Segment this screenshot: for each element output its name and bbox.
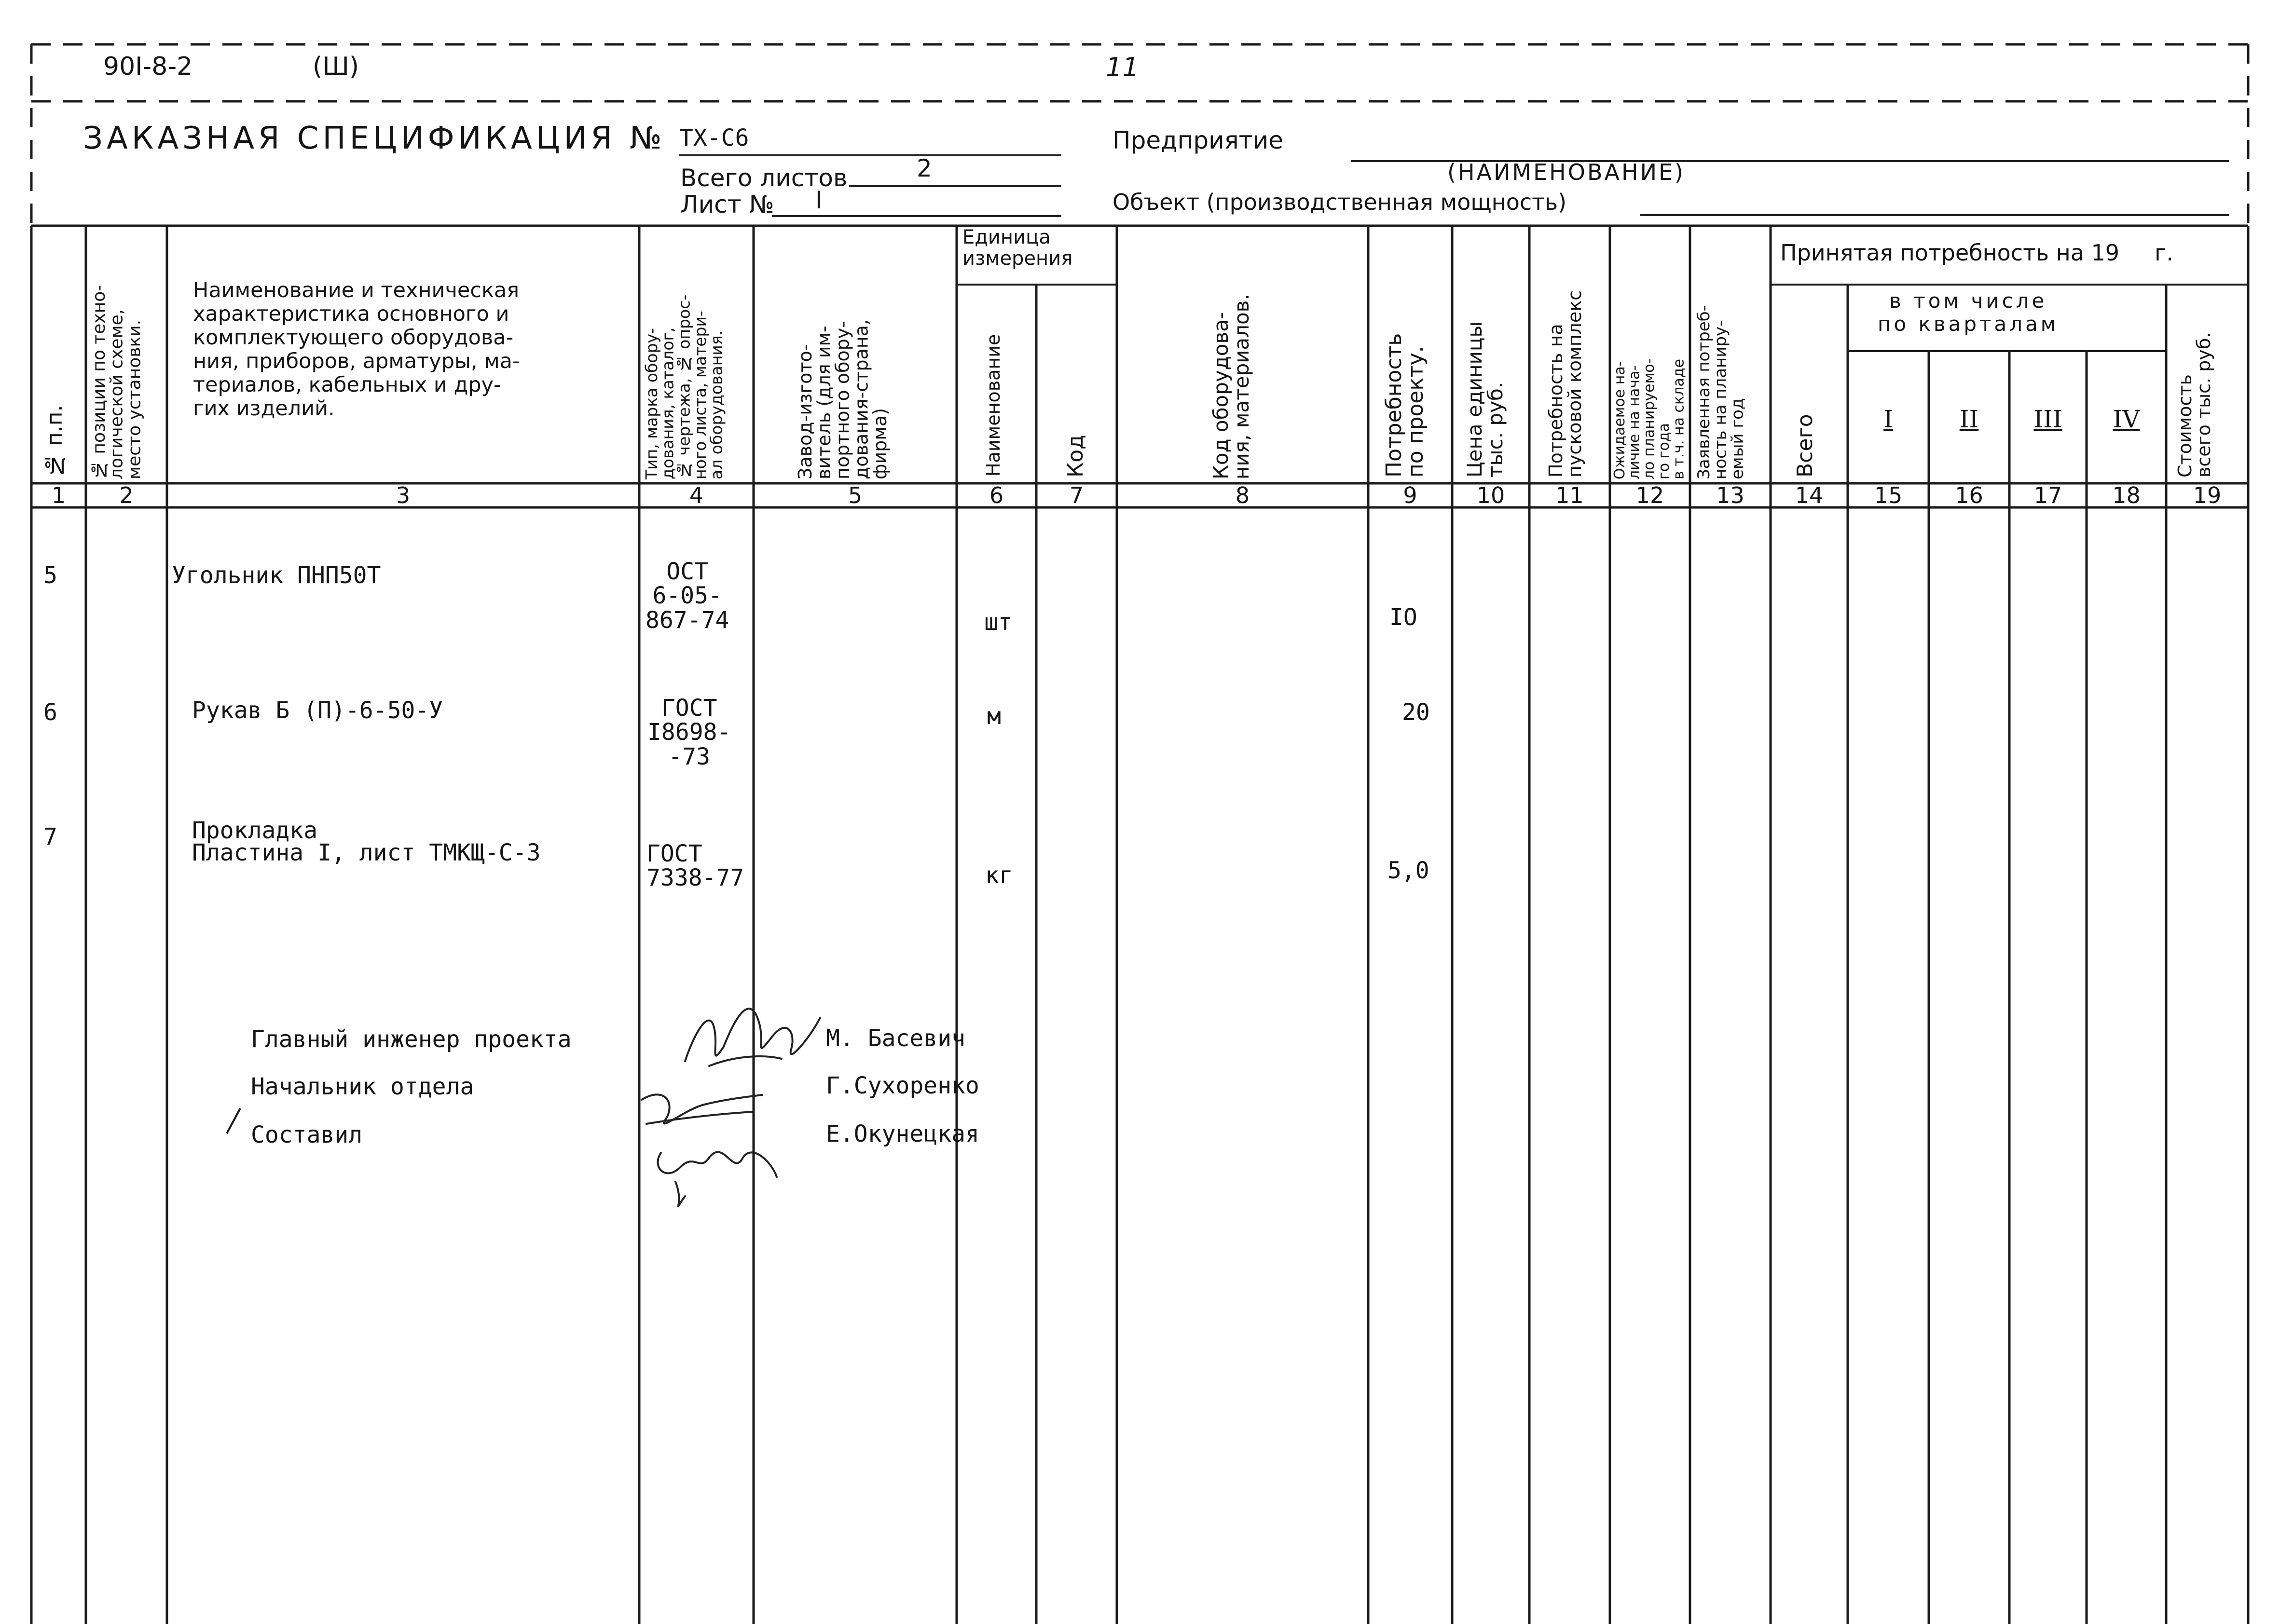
signature-name-department-head: Г.Сухоренко xyxy=(826,1072,979,1099)
header-col-10: Цена единицы тыс. руб. xyxy=(1463,321,1507,478)
header-col-3: Наименование и техническая характеристика основного и комплектующего оборудова- ния, приборов, арматуры, ма- териалов, кабельных и дру- гих изделий. xyxy=(193,278,520,421)
header-col-12: Ожидаемое на- личие на нача- ло планируемо- го года в т.ч. на складе xyxy=(1611,358,1688,479)
header-col-2: № позиции по техно- логической схеме, место установки. xyxy=(89,285,145,479)
colnum-14: 14 xyxy=(1795,482,1824,508)
colnum-9: 9 xyxy=(1403,482,1417,508)
header-unit-group: Единица измерения xyxy=(962,226,1073,270)
enterprise-caption: (НАИМЕНОВАНИЕ) xyxy=(1447,159,1685,185)
enterprise-line xyxy=(1351,130,2229,162)
row-6-qty: 20 xyxy=(1402,699,1430,726)
colnum-17: 17 xyxy=(2033,482,2062,508)
row-5-unit: шт xyxy=(984,609,1012,636)
header-col-1: № п.п. xyxy=(42,405,67,478)
row-6-type: ГОСТ I8698- -73 xyxy=(647,695,731,770)
header-col-4: Тип, марка обору- дования, каталог, № чертежа, № опрос- ного листа, матери- ал оборудования. xyxy=(642,294,726,479)
header-col-19: Стоимость всего тыс. руб. xyxy=(2174,332,2214,478)
header-q3: III xyxy=(2033,405,2062,433)
signature-role-compiler: Составил xyxy=(251,1121,363,1148)
row-5-name: Угольник ПНП50Т xyxy=(172,562,381,589)
page-number: 11 xyxy=(1106,52,1139,82)
signature-role-chief-engineer: Главный инженер проекта xyxy=(251,1026,572,1053)
row-6-name: Рукав Б (П)-6-50-У xyxy=(192,697,443,724)
row-7-qty: 5,0 xyxy=(1387,857,1429,884)
row-5-type: ОСТ 6-05- 867-74 xyxy=(646,558,729,634)
signature-scribbles xyxy=(642,1009,820,1206)
colnum-6: 6 xyxy=(989,482,1004,508)
header-quarter-group: в том числе по кварталам xyxy=(1878,289,2059,336)
colnum-16: 16 xyxy=(1955,482,1983,508)
colnum-3: 3 xyxy=(396,482,411,508)
header-col-14: Всего xyxy=(1793,414,1817,478)
header-col-6: Наименование xyxy=(983,334,1004,477)
row-7-type: ГОСТ 7338-77 xyxy=(646,840,744,892)
object-line xyxy=(1640,189,2229,216)
header-col-13: Заявленная потреб- ность на планиру- емый год xyxy=(1694,305,1747,479)
header-col-9: Потребность по проекту. xyxy=(1382,333,1428,478)
header-col-8: Код оборудова- ния, материалов. xyxy=(1209,294,1253,479)
signature-role-department-head: Начальник отдела xyxy=(251,1073,474,1100)
header-q1: I xyxy=(1883,405,1893,433)
signature-name-compiler: Е.Окунецкая xyxy=(826,1120,979,1147)
sheet-no-value: I xyxy=(772,188,1061,217)
colnum-13: 13 xyxy=(1716,482,1744,508)
doc-code: 90I-8-2 xyxy=(103,52,193,81)
sheets-total-label: Всего листов xyxy=(680,164,848,192)
colnum-15: 15 xyxy=(1874,482,1903,508)
header-q2: II xyxy=(1959,405,1979,433)
signature-name-chief-engineer: М. Басевич xyxy=(826,1025,965,1052)
header-q4: IV xyxy=(2113,405,2140,433)
colnum-10: 10 xyxy=(1476,482,1505,508)
colnum-5: 5 xyxy=(848,482,863,508)
colnum-18: 18 xyxy=(2112,482,2141,508)
row-7-number: 7 xyxy=(43,823,57,850)
row-5-qty: IO xyxy=(1389,604,1417,631)
header-col-7: Код xyxy=(1063,435,1088,478)
row-7-name: Прокладка Пластина I, лист ТМКЩ-С-3 xyxy=(192,817,541,866)
colnum-12: 12 xyxy=(1635,482,1664,508)
header-col-11: Потребность на пусковой комплекс xyxy=(1545,290,1585,478)
row-7-unit: кг xyxy=(985,862,1013,889)
row-6-unit: м xyxy=(987,703,1001,730)
sheet-no-label: Лист № xyxy=(680,191,774,218)
sheets-total-value: 2 xyxy=(849,154,1061,187)
row-5-number: 5 xyxy=(43,562,57,589)
volume-mark: (Ш) xyxy=(313,52,359,81)
header-accepted-group: Принятая потребность на 19 г. xyxy=(1780,240,2173,266)
colnum-4: 4 xyxy=(689,482,704,508)
colnum-7: 7 xyxy=(1069,482,1084,508)
row-6-number: 6 xyxy=(43,699,57,726)
enterprise-label: Предприятие xyxy=(1113,126,1284,154)
spec-number: ТХ-С6 xyxy=(679,124,1061,156)
colnum-8: 8 xyxy=(1235,482,1250,508)
colnum-2: 2 xyxy=(119,482,134,508)
header-col-5: Завод-изгото- витель (для им- портного обору- дования-страна, фирма) xyxy=(795,319,891,479)
colnum-11: 11 xyxy=(1555,482,1584,508)
spec-title: ЗАКАЗНАЯ СПЕЦИФИКАЦИЯ № xyxy=(83,121,666,156)
object-label: Объект (производственная мощность) xyxy=(1113,189,1567,215)
colnum-19: 19 xyxy=(2193,482,2222,508)
colnum-1: 1 xyxy=(51,482,66,508)
